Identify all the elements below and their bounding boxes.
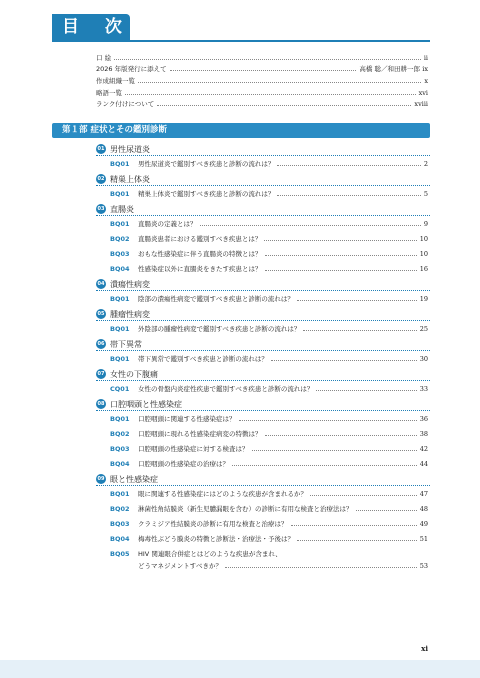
question-item[interactable] <box>0 263 480 275</box>
question-code: BQ02 <box>110 235 130 243</box>
question-text: HIV 関連眼合併症とはどのような疾患が含まれ、 <box>138 550 282 558</box>
leader-dots <box>264 240 417 241</box>
leader-dots <box>277 165 421 166</box>
question-item[interactable] <box>0 488 480 500</box>
section-title: 潰瘍性病変 <box>110 280 150 289</box>
section-heading[interactable] <box>0 368 480 381</box>
section-rule <box>96 410 430 411</box>
front-matter-author: 高橋 聡／和田耕一郎 <box>359 65 420 73</box>
leader-dots <box>316 390 417 391</box>
question-text: 性感染症以外に直腸炎をきたす疾患とは？ <box>138 265 262 273</box>
question-page: 16 <box>419 265 428 273</box>
section-title: 直腸炎 <box>110 205 134 214</box>
question-text: 陰部の潰瘍性病変で鑑別すべき疾患と診断の流れは？ <box>138 295 294 303</box>
front-matter-item[interactable] <box>0 76 480 87</box>
section-heading[interactable] <box>0 398 480 411</box>
leader-dots <box>297 300 417 301</box>
question-item[interactable] <box>0 248 480 260</box>
section-rule <box>96 155 430 156</box>
part-header: 第１部 症状とその鑑別診断 <box>62 125 167 135</box>
front-matter-page: ii <box>423 54 428 62</box>
question-text: 淋菌性角結膜炎（新生児膿漏眼を含む）の診断に有用な検査と治療法は？ <box>138 505 353 513</box>
question-text: 女性の骨盤内炎症性疾患で鑑別すべき疾患と診断の流れは？ <box>138 385 314 393</box>
question-page: 36 <box>419 415 428 423</box>
section-title: 眼と性感染症 <box>110 475 158 484</box>
section-rule <box>96 290 430 291</box>
front-matter-page: x <box>424 77 428 85</box>
leader-dots <box>232 465 417 466</box>
question-code: BQ02 <box>110 505 130 513</box>
section-heading[interactable] <box>0 338 480 351</box>
section-heading[interactable] <box>0 473 480 486</box>
leader-dots <box>297 540 417 541</box>
question-code: BQ01 <box>110 415 130 423</box>
section-number-badge: 02 <box>97 176 105 182</box>
question-text: 帯下異常で鑑別すべき疾患と診断の流れは？ <box>138 355 268 363</box>
leader-dots <box>114 59 421 60</box>
question-text: 眼に関連する性感染症にはどのような疾患が含まれるか？ <box>138 490 307 498</box>
question-page: 33 <box>419 385 428 393</box>
question-code: BQ04 <box>110 535 130 543</box>
title-underline <box>52 40 430 42</box>
question-item[interactable] <box>0 158 480 170</box>
section-rule <box>96 215 430 216</box>
page-title: 目 次 <box>62 17 132 37</box>
leader-dots <box>265 255 417 256</box>
leader-dots <box>125 94 416 95</box>
question-text: 口腔咽頭に現れる性感染症病変の特徴は？ <box>138 430 262 438</box>
section-heading[interactable] <box>0 278 480 291</box>
leader-dots <box>225 567 417 568</box>
question-text: 口腔咽頭に関連する性感染症は？ <box>138 415 236 423</box>
question-code: BQ01 <box>110 220 130 228</box>
question-page: 19 <box>419 295 428 303</box>
question-page: 53 <box>419 562 428 570</box>
question-item[interactable] <box>0 353 480 365</box>
front-matter-label: ランク付けについて <box>96 100 155 108</box>
question-page: 10 <box>419 235 428 243</box>
leader-dots <box>157 105 411 106</box>
question-page: 30 <box>419 355 428 363</box>
question-item[interactable] <box>0 458 480 470</box>
front-matter-label: 口 絵 <box>96 54 112 62</box>
question-code: BQ01 <box>110 160 130 168</box>
front-matter-label: 略語一覧 <box>96 89 122 97</box>
question-item[interactable] <box>0 323 480 335</box>
question-code: BQ01 <box>110 325 130 333</box>
question-code: BQ03 <box>110 445 130 453</box>
question-code: BQ05 <box>110 550 130 558</box>
question-page: 10 <box>419 250 428 258</box>
question-page: 42 <box>419 445 428 453</box>
section-title: 口腔咽頭と性感染症 <box>110 400 182 409</box>
question-code: BQ03 <box>110 520 130 528</box>
front-matter-label: 作成組織一覧 <box>96 77 135 85</box>
section-number-badge: 01 <box>97 146 105 152</box>
section-title: 男性尿道炎 <box>110 145 150 154</box>
question-code: BQ02 <box>110 430 130 438</box>
question-page: 48 <box>419 505 428 513</box>
front-matter-item[interactable] <box>0 88 480 99</box>
question-code: BQ04 <box>110 460 130 468</box>
question-text: 精巣上体炎で鑑別すべき疾患と診断の流れは？ <box>138 190 275 198</box>
question-text: クラミジア性結膜炎の診断に有用な検査と治療は？ <box>138 520 288 528</box>
question-page: 44 <box>419 460 428 468</box>
question-page: 2 <box>423 160 428 168</box>
section-title: 腫瘤性病変 <box>110 310 150 319</box>
section-number-badge: 06 <box>97 341 105 347</box>
section-title: 帯下異常 <box>110 340 142 349</box>
question-item[interactable] <box>0 548 480 560</box>
question-code: BQ01 <box>110 355 130 363</box>
front-matter-page: ix <box>422 65 428 73</box>
leader-dots <box>138 82 421 83</box>
section-number-badge: 04 <box>97 281 105 287</box>
leader-dots <box>239 420 417 421</box>
front-matter-item[interactable] <box>0 53 480 64</box>
question-item[interactable] <box>0 503 480 515</box>
front-matter-item[interactable] <box>0 99 480 110</box>
question-item[interactable] <box>0 383 480 395</box>
question-text: おもな性感染症に伴う直腸炎の特徴とは？ <box>138 250 262 258</box>
question-text: 外陰部の腫瘤性病変で鑑別すべき疾患と診断の流れは？ <box>138 325 301 333</box>
front-matter-item[interactable] <box>0 64 480 75</box>
question-code: BQ01 <box>110 490 130 498</box>
section-rule <box>96 380 430 381</box>
question-item[interactable] <box>0 233 480 245</box>
question-page: 9 <box>423 220 428 228</box>
question-item[interactable] <box>0 443 480 455</box>
leader-dots <box>265 435 417 436</box>
section-number-badge: 08 <box>97 401 105 407</box>
question-item[interactable] <box>0 533 480 545</box>
section-title: 精巣上体炎 <box>110 175 150 184</box>
question-item[interactable] <box>0 188 480 200</box>
front-matter-label: 2026 年版発行に添えて <box>96 65 167 73</box>
question-text: 直腸炎患者における鑑別すべき疾患とは？ <box>138 235 262 243</box>
leader-dots <box>356 510 417 511</box>
leader-dots <box>265 270 417 271</box>
question-code: BQ04 <box>110 265 130 273</box>
section-rule <box>96 185 430 186</box>
question-item[interactable] <box>0 518 480 530</box>
question-text: 口腔咽頭の性感染症の治療は？ <box>138 460 229 468</box>
question-code: CQ01 <box>110 385 130 393</box>
question-item[interactable] <box>0 428 480 440</box>
question-page: 5 <box>423 190 428 198</box>
question-code: BQ01 <box>110 190 130 198</box>
section-number-badge: 03 <box>97 206 105 212</box>
question-text-line2: どうマネジメントすべきか？ <box>138 562 222 570</box>
question-text: 男性尿道炎で鑑別すべき疾患と診断の流れは？ <box>138 160 275 168</box>
question-text: 口腔咽頭の性感染症に対する検査は？ <box>138 445 249 453</box>
leader-dots <box>310 495 417 496</box>
bottom-band <box>0 660 480 678</box>
question-page: 51 <box>419 535 428 543</box>
section-heading[interactable] <box>0 308 480 321</box>
section-rule <box>96 320 430 321</box>
question-text: 直腸炎の定義とは？ <box>138 220 197 228</box>
question-code: BQ03 <box>110 250 130 258</box>
question-item[interactable] <box>0 413 480 425</box>
question-code: BQ01 <box>110 295 130 303</box>
leader-dots <box>170 70 356 71</box>
question-text: 梅毒性ぶどう膜炎の特徴と診断法・治療法・予後は？ <box>138 535 294 543</box>
section-heading[interactable] <box>0 173 480 186</box>
section-rule <box>96 350 430 351</box>
question-page: 47 <box>419 490 428 498</box>
leader-dots <box>200 225 421 226</box>
leader-dots <box>303 330 417 331</box>
question-item-continued[interactable] <box>0 560 480 572</box>
section-number-badge: 07 <box>97 371 105 377</box>
section-heading[interactable] <box>0 143 480 156</box>
leader-dots <box>252 450 417 451</box>
question-item[interactable] <box>0 293 480 305</box>
page-number: xi <box>421 644 428 653</box>
leader-dots <box>277 195 421 196</box>
question-page: 49 <box>419 520 428 528</box>
front-matter-page: xviii <box>414 100 428 108</box>
section-title: 女性の下腹痛 <box>110 370 158 379</box>
question-page: 38 <box>419 430 428 438</box>
leader-dots <box>291 525 417 526</box>
leader-dots <box>271 360 417 361</box>
question-page: 25 <box>419 325 428 333</box>
section-heading[interactable] <box>0 203 480 216</box>
section-number-badge: 05 <box>97 311 105 317</box>
section-rule <box>96 485 430 486</box>
question-item[interactable] <box>0 218 480 230</box>
front-matter-page: xvi <box>418 89 428 97</box>
section-number-badge: 09 <box>97 476 105 482</box>
